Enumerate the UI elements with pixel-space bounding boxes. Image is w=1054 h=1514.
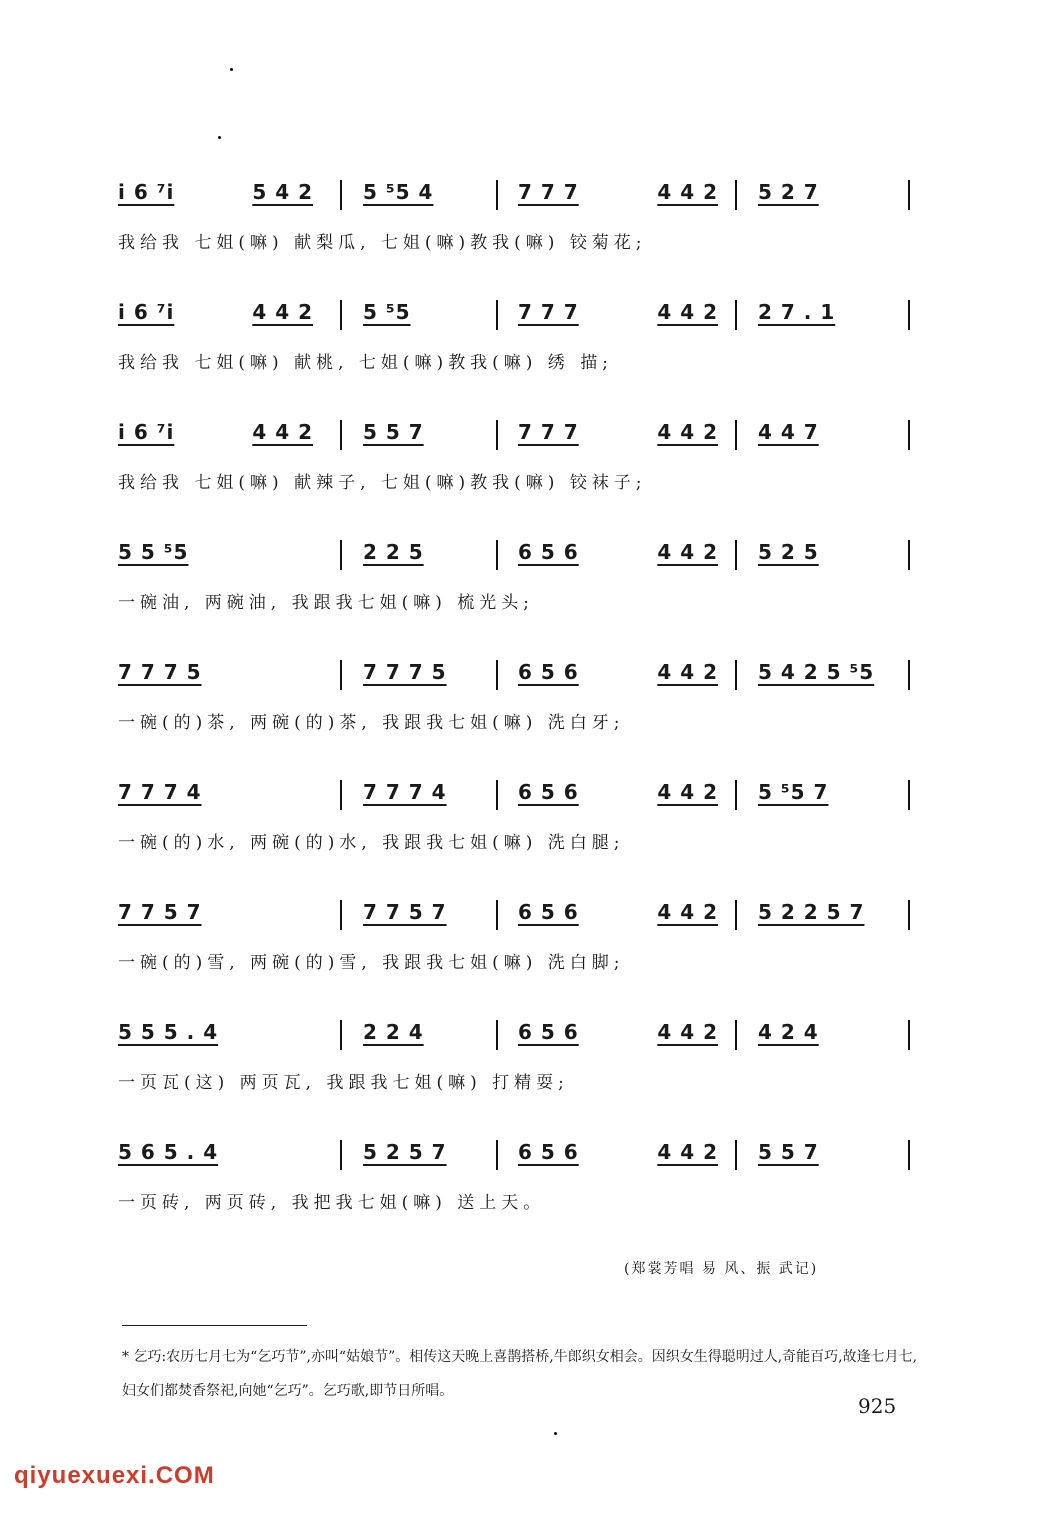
score-system — [118, 770, 918, 890]
note-group: 5 2 7 — [758, 180, 819, 204]
measure — [758, 660, 888, 702]
measure — [118, 780, 313, 822]
note-group: 4 4 7 — [758, 420, 819, 444]
barline — [908, 300, 910, 330]
barline — [340, 300, 342, 330]
measure — [118, 300, 313, 342]
barline — [735, 1140, 737, 1170]
site-watermark: qiyuexuexi.COM — [14, 1462, 215, 1489]
lyric-line — [118, 1188, 918, 1213]
note-group: 5 5 ⁵5 — [118, 540, 189, 564]
lyric-line — [118, 948, 918, 973]
barline — [496, 780, 498, 810]
measure — [518, 300, 718, 342]
measure — [118, 180, 313, 222]
lyric-text: 我给我 七姐(嘛) 献桃, 七姐(嘛)教我(嘛) 绣 描; — [118, 353, 613, 373]
barline — [735, 780, 737, 810]
page-number: 925 — [858, 1394, 897, 1418]
barline — [340, 1140, 342, 1170]
note-group: 4 4 2 — [657, 660, 718, 684]
note-group: 6 5 6 — [518, 1140, 579, 1164]
note-group: 4 4 2 — [657, 420, 718, 444]
measure — [363, 540, 483, 582]
notation-line — [118, 1020, 918, 1062]
barline — [735, 1020, 737, 1050]
note-group: 7 7 7 5 — [118, 660, 202, 684]
measure — [518, 1140, 718, 1182]
print-speck — [230, 68, 233, 71]
measure — [758, 900, 888, 942]
note-group: 7 7 7 — [518, 180, 579, 204]
note-group: 4 4 2 — [657, 180, 718, 204]
measure — [518, 540, 718, 582]
print-speck — [554, 1432, 557, 1435]
note-group: 5 2 5 7 — [363, 1140, 447, 1164]
note-group: 4 4 2 — [657, 540, 718, 564]
barline — [908, 900, 910, 930]
lyric-text: 一页砖, 两页砖, 我把我七姐(嘛) 送上天。 — [118, 1193, 546, 1213]
lyric-line — [118, 1068, 918, 1093]
note-group: 7 7 7 — [518, 300, 579, 324]
note-group: 5 5 5 . 4 — [118, 1020, 219, 1044]
barline — [908, 180, 910, 210]
barline — [908, 420, 910, 450]
barline — [496, 300, 498, 330]
notation-line — [118, 660, 918, 702]
barline — [340, 540, 342, 570]
note-group: i 6 ⁷i — [118, 180, 175, 204]
lyric-line — [118, 588, 918, 613]
measure — [758, 300, 888, 342]
note-group: 2 2 5 — [363, 540, 424, 564]
note-group: 4 4 2 — [657, 900, 718, 924]
note-group: 7 7 7 4 — [118, 780, 202, 804]
measure — [758, 780, 888, 822]
score-system — [118, 290, 918, 410]
measure — [363, 420, 483, 462]
note-group: 2 2 4 — [363, 1020, 424, 1044]
score-system — [118, 650, 918, 770]
barline — [908, 660, 910, 690]
barline — [735, 660, 737, 690]
barline — [496, 1020, 498, 1050]
note-group: 5 4 2 5 ⁵5 — [758, 660, 875, 684]
note-group: 4 4 2 — [657, 1020, 718, 1044]
notation-line — [118, 540, 918, 582]
barline — [340, 660, 342, 690]
barline — [496, 180, 498, 210]
note-group: 4 4 2 — [657, 1140, 718, 1164]
note-group: 7 7 5 7 — [118, 900, 202, 924]
barline — [496, 900, 498, 930]
barline — [340, 180, 342, 210]
measure — [518, 1020, 718, 1062]
barline — [496, 540, 498, 570]
lyric-text: 一碗油, 两碗油, 我跟我七姐(嘛) 梳光头; — [118, 593, 535, 613]
measure — [118, 420, 313, 462]
notation-line — [118, 1140, 918, 1182]
note-group: 4 2 4 — [758, 1020, 819, 1044]
note-group: 7 7 7 5 — [363, 660, 447, 684]
lyric-line — [118, 468, 918, 493]
lyric-text: 我给我 七姐(嘛) 献梨瓜, 七姐(嘛)教我(嘛) 铰菊花; — [118, 233, 647, 253]
measure — [118, 900, 313, 942]
barline — [496, 420, 498, 450]
note-group: 6 5 6 — [518, 1020, 579, 1044]
note-group: 5 ⁵5 7 — [758, 780, 829, 804]
measure — [518, 660, 718, 702]
note-group: 2 7 . 1 — [758, 300, 836, 324]
final-barline — [908, 1140, 910, 1170]
lyric-text: 一碗(的)水, 两碗(的)水, 我跟我七姐(嘛) 洗白腿; — [118, 833, 625, 853]
lyric-text: 我给我 七姐(嘛) 献辣子, 七姐(嘛)教我(嘛) 铰袜子; — [118, 473, 647, 493]
barline — [735, 900, 737, 930]
lyric-line — [118, 708, 918, 733]
notation-line — [118, 780, 918, 822]
barline — [340, 420, 342, 450]
measure — [363, 300, 483, 342]
lyric-line — [118, 828, 918, 853]
notation-line — [118, 900, 918, 942]
note-group: 5 4 2 — [252, 180, 313, 204]
lyric-line — [118, 348, 918, 373]
barline — [908, 540, 910, 570]
measure — [363, 660, 483, 702]
measure — [518, 780, 718, 822]
barline — [496, 660, 498, 690]
lyric-text: 一碗(的)雪, 两碗(的)雪, 我跟我七姐(嘛) 洗白脚; — [118, 953, 625, 973]
note-group: 5 2 2 5 7 — [758, 900, 865, 924]
measure — [363, 1020, 483, 1062]
note-group: 5 5 7 — [758, 1140, 819, 1164]
note-group: 6 5 6 — [518, 540, 579, 564]
note-group: 4 4 2 — [252, 300, 313, 324]
barline — [340, 1020, 342, 1050]
measure — [118, 1020, 313, 1062]
measure — [118, 1140, 313, 1182]
note-group: 7 7 7 4 — [363, 780, 447, 804]
music-score — [118, 170, 918, 1250]
score-system — [118, 170, 918, 290]
barline — [340, 780, 342, 810]
measure — [518, 900, 718, 942]
note-group: 4 4 2 — [252, 420, 313, 444]
measure — [118, 540, 313, 582]
note-group: 5 ⁵5 — [363, 300, 411, 324]
barline — [340, 900, 342, 930]
note-group: 6 5 6 — [518, 780, 579, 804]
measure — [758, 180, 888, 222]
note-group: 5 5 7 — [363, 420, 424, 444]
footnote: * 乞巧:农历七月七为“乞巧节”,亦叫“姑娘节”。相传这天晚上喜鹊搭桥,牛郎织女相会。因织女生得聪明过人,奇能百巧,故逢七月七,妇女们都焚香祭祀,向她“乞巧”。乞巧歌,即节日所唱。 — [122, 1349, 918, 1399]
note-group: 4 4 2 — [657, 300, 718, 324]
score-system — [118, 530, 918, 650]
notation-line — [118, 300, 918, 342]
measure — [518, 420, 718, 462]
score-system — [118, 1010, 918, 1130]
measure — [363, 780, 483, 822]
note-group: 6 5 6 — [518, 660, 579, 684]
note-group: 7 7 7 — [518, 420, 579, 444]
notation-line — [118, 180, 918, 222]
measure — [758, 1140, 888, 1182]
note-group: 5 2 5 — [758, 540, 819, 564]
score-system — [118, 410, 918, 530]
lyric-line — [118, 228, 918, 253]
measure — [363, 1140, 483, 1182]
measure — [518, 180, 718, 222]
note-group: i 6 ⁷i — [118, 300, 175, 324]
footnote-divider — [122, 1325, 307, 1326]
barline — [735, 420, 737, 450]
barline — [735, 180, 737, 210]
barline — [496, 1140, 498, 1170]
lyric-text: 一页瓦(这) 两页瓦, 我跟我七姐(嘛) 打精耍; — [118, 1073, 569, 1093]
note-group: 5 ⁵5 4 — [363, 180, 434, 204]
measure — [363, 900, 483, 942]
measure — [758, 1020, 888, 1062]
score-system — [118, 1130, 918, 1250]
score-system — [118, 890, 918, 1010]
performer-credit: (郑裳芳唱 易 风、振 武记) — [624, 1261, 819, 1277]
barline — [735, 300, 737, 330]
note-group: 6 5 6 — [518, 900, 579, 924]
note-group: 7 7 5 7 — [363, 900, 447, 924]
measure — [758, 420, 888, 462]
note-group: i 6 ⁷i — [118, 420, 175, 444]
barline — [908, 780, 910, 810]
notation-line — [118, 420, 918, 462]
measure — [118, 660, 313, 702]
print-speck — [218, 136, 221, 139]
measure — [363, 180, 483, 222]
lyric-text: 一碗(的)茶, 两碗(的)茶, 我跟我七姐(嘛) 洗白牙; — [118, 713, 625, 733]
measure — [758, 540, 888, 582]
barline — [735, 540, 737, 570]
note-group: 4 4 2 — [657, 780, 718, 804]
note-group: 5 6 5 . 4 — [118, 1140, 219, 1164]
barline — [908, 1020, 910, 1050]
